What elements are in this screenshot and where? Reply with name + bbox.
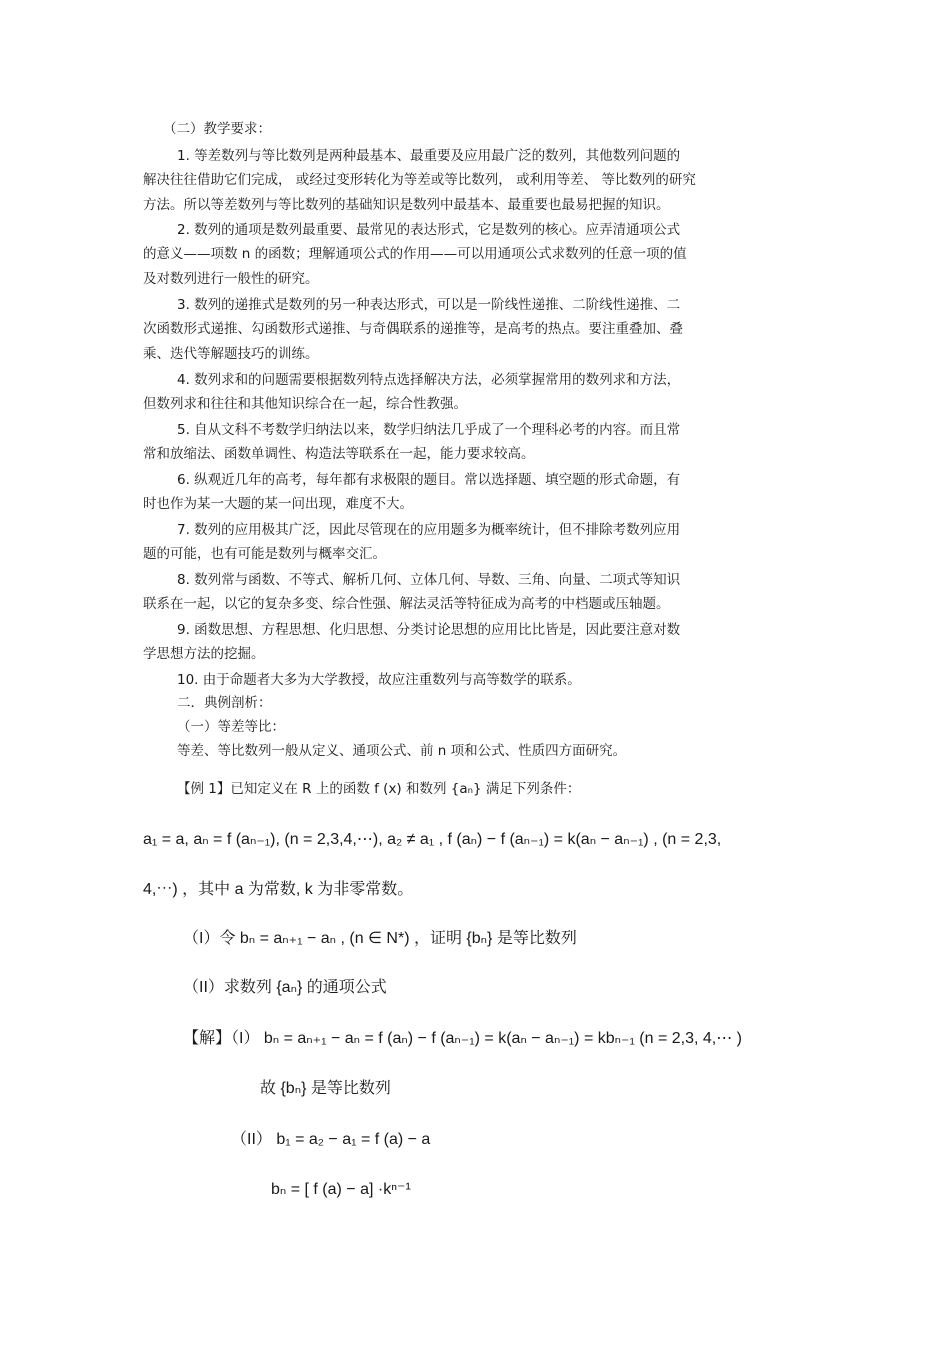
requirement-2-line-1: 2. 数列的通项是数列最重要、最常见的表达形式，它是数列的核心。应弄清通项公式 bbox=[177, 222, 681, 238]
solution-line-3: （II） b₁ = a₂ − a₁ = f (a) − a bbox=[231, 1131, 431, 1148]
example-condition-1: a₁ = a, aₙ = f (aₙ₋₁), (n = 2,3,4,⋯), a₂ ≠ a₁ , f (aₙ) − f (aₙ₋₁) = k(aₙ − aₙ₋₁) , (n = 2,3, bbox=[143, 831, 722, 848]
requirement-9-line-1: 9. 函数思想、方程思想、化归思想、分类讨论思想的应用比比皆是，因此要注意对数 bbox=[177, 622, 681, 638]
requirement-2-line-3: 及对数列进行一般性的研究。 bbox=[143, 271, 319, 287]
requirement-5-line-1: 5. 自从文科不考数学归纳法以来，数学归纳法几乎成了一个理科必考的内容。而且常 bbox=[177, 422, 681, 438]
requirement-1-line-3: 方法。所以等差数列与等比数列的基础知识是数列中最基本、最重要也最易把握的知识。 bbox=[143, 197, 670, 213]
requirement-5-line-2: 常和放缩法、函数单调性、构造法等联系在一起，能力要求较高。 bbox=[143, 446, 535, 462]
requirements-heading: （二）教学要求： bbox=[163, 121, 271, 137]
requirement-6-line-1: 6. 纵观近几年的高考，每年都有求极限的题目。常以选择题、填空题的形式命题，有 bbox=[177, 472, 681, 488]
example-part-1: （I）令 bₙ = aₙ₊₁ − aₙ , (n ∈ N*) ，证明 {bₙ} 是等比数列 bbox=[183, 930, 577, 947]
requirement-10-line-1: 10. 由于命题者大多为大学教授，故应注重数列与高等数学的联系。 bbox=[177, 672, 581, 688]
requirement-8-line-2: 联系在一起，以它的复杂多变、综合性强、解法灵活等特征成为高考的中档题或压轴题。 bbox=[143, 596, 670, 612]
requirement-6-line-2: 时也作为某一大题的某一问出现，难度不大。 bbox=[143, 496, 413, 512]
solution-line-1: 【解】（I） bₙ = aₙ₊₁ − aₙ = f (aₙ) − f (aₙ₋₁) = k(aₙ − aₙ₋₁) = kbₙ₋₁ (n = 2,3, 4,⋯ ) bbox=[183, 1030, 743, 1047]
requirement-4-line-2: 但数列求和往往和其他知识综合在一起，综合性教强。 bbox=[143, 396, 467, 412]
requirement-1-line-1: 1. 等差数列与等比数列是两种最基本、最重要及应用最广泛的数列，其他数列问题的 bbox=[177, 148, 681, 164]
analysis-sub-heading: （一）等差等比： bbox=[177, 719, 285, 735]
example-condition-2: 4,⋯) ，其中 a 为常数, k 为非零常数。 bbox=[143, 881, 414, 898]
requirement-7-line-1: 7. 数列的应用极其广泛，因此尽管现在的应用题多为概率统计，但不排除考数列应用 bbox=[177, 522, 681, 538]
solution-line-4: bₙ = [ f (a) − a] ·kⁿ⁻¹ bbox=[271, 1181, 411, 1198]
analysis-intro: 等差、等比数列一般从定义、通项公式、前 n 项和公式、性质四方面研究。 bbox=[177, 743, 627, 759]
requirement-1-line-2: 解决往往借助它们完成， 或经过变形转化为等差或等比数列， 或利用等差、 等比数列的研究 bbox=[143, 172, 696, 188]
example-part-2: （II）求数列 {aₙ} 的通项公式 bbox=[183, 979, 387, 996]
requirement-3-line-3: 乘、迭代等解题技巧的训练。 bbox=[143, 346, 319, 362]
requirement-3-line-2: 次函数形式递推、勾函数形式递推、与奇偶联系的递推等，是高考的热点。要注重叠加、叠 bbox=[143, 321, 683, 337]
requirement-3-line-1: 3. 数列的递推式是数列的另一种表达形式，可以是一阶线性递推、二阶线性递推、二 bbox=[177, 297, 681, 313]
solution-line-2: 故 {bₙ} 是等比数列 bbox=[260, 1080, 391, 1097]
requirement-7-line-2: 题的可能，也有可能是数列与概率交汇。 bbox=[143, 546, 386, 562]
requirement-4-line-1: 4. 数列求和的问题需要根据数列特点选择解决方法，必须掌握常用的数列求和方法， bbox=[177, 372, 681, 388]
requirement-2-line-2: 的意义——项数 n 的函数；理解通项公式的作用——可以用通项公式求数列的任意一项的值 bbox=[143, 246, 687, 262]
analysis-heading: 二．典例剖析： bbox=[177, 695, 272, 711]
example-statement: 【例 1】已知定义在 R 上的函数 f (x) 和数列 {aₙ} 满足下列条件： bbox=[177, 781, 581, 797]
requirement-8-line-1: 8. 数列常与函数、不等式、解析几何、立体几何、导数、三角、向量、二项式等知识 bbox=[177, 572, 681, 588]
requirement-9-line-2: 学思想方法的挖掘。 bbox=[143, 646, 265, 662]
